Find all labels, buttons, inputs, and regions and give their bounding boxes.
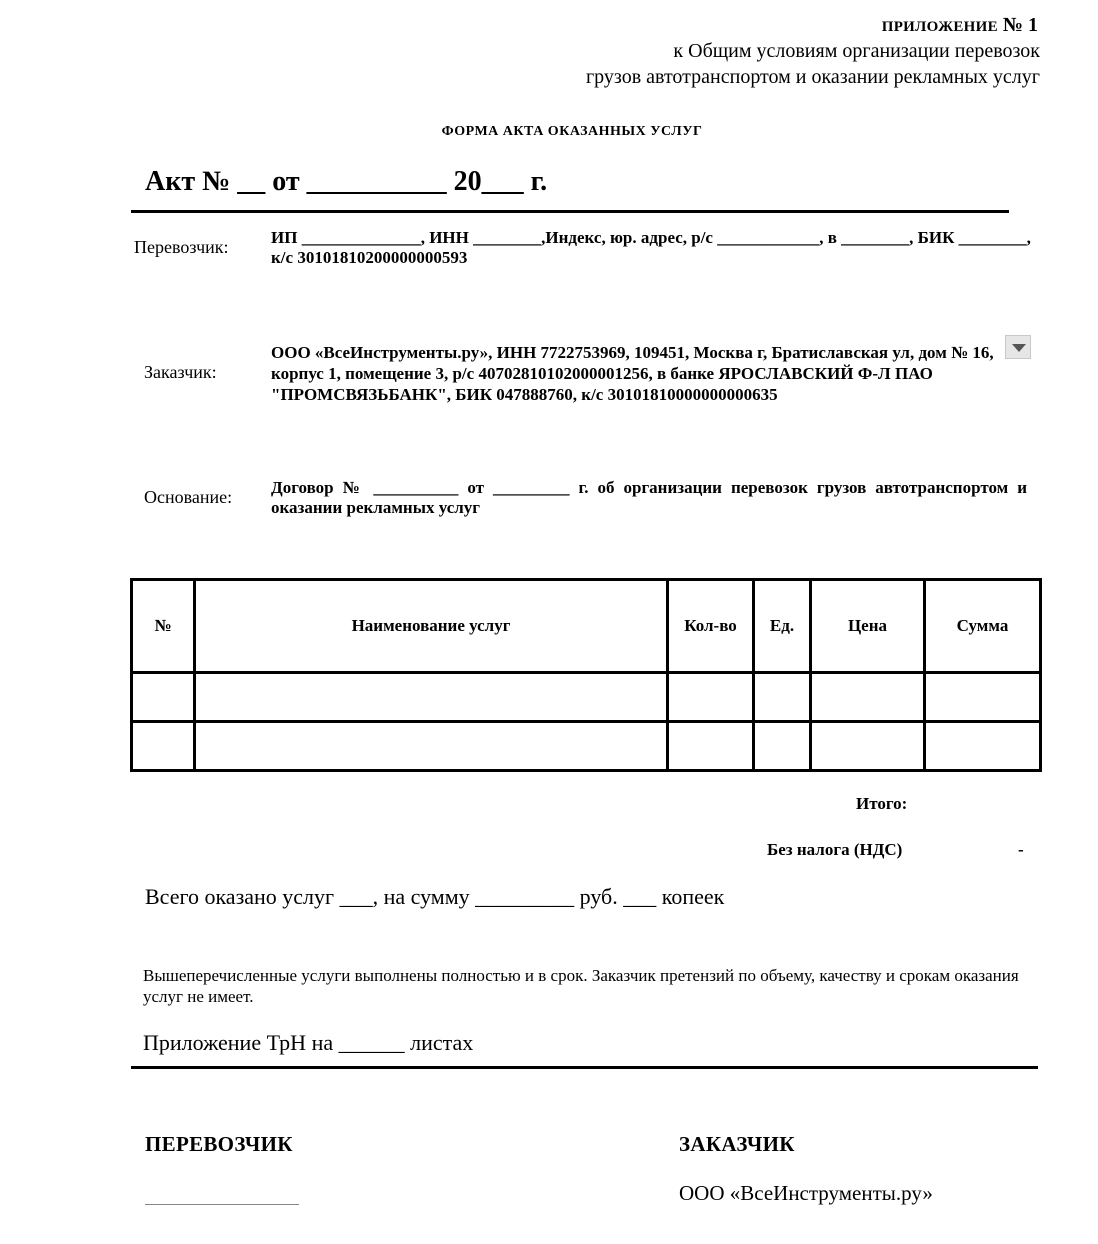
table-cell[interactable] bbox=[754, 673, 811, 722]
table-row bbox=[132, 673, 1041, 722]
services-table bbox=[130, 578, 1042, 772]
appendix-sheets-line[interactable]: Приложение ТрН на ______ листах bbox=[143, 1030, 474, 1055]
carrier-signature-line[interactable] bbox=[145, 1204, 299, 1205]
table-header-row bbox=[132, 580, 1041, 673]
vat-label: Без налога (НДС) bbox=[767, 840, 903, 859]
title-divider bbox=[131, 210, 1009, 213]
appendix-heading bbox=[882, 14, 1038, 37]
col-header-sum: Сумма bbox=[925, 580, 1041, 673]
carrier-label: Перевозчик: bbox=[134, 237, 229, 257]
table-cell[interactable] bbox=[668, 673, 754, 722]
chevron-down-icon bbox=[1012, 344, 1026, 352]
total-services-line[interactable]: Всего оказано услуг ___, на сумму _________ руб. ___ копеек bbox=[145, 884, 725, 909]
appendix-subtitle-line1: к Общим условиям организации перевозок bbox=[673, 40, 1040, 62]
basis-details[interactable]: Договор № __________ от _________ г. об организации перевозок грузов автотранспортом и оказании рекламных услуг bbox=[271, 478, 1027, 517]
customer-signature-title: ЗАКАЗЧИК bbox=[679, 1132, 795, 1156]
col-header-service-name: Наименование услуг bbox=[195, 580, 668, 673]
total-label: Итого: bbox=[856, 794, 908, 813]
table-cell[interactable] bbox=[132, 722, 195, 771]
table-row bbox=[132, 722, 1041, 771]
appendix-word: ПРИЛОЖЕНИЕ bbox=[881, 19, 998, 35]
table-cell[interactable] bbox=[811, 673, 925, 722]
carrier-details[interactable]: ИП ______________, ИНН ________,Индекс, юр. адрес, р/с ____________, в ________, БИК ________, к/с 30101810200000000593 bbox=[271, 228, 1031, 267]
col-header-price: Цена bbox=[811, 580, 925, 673]
customer-label: Заказчик: bbox=[144, 362, 217, 382]
basis-label: Основание: bbox=[144, 487, 233, 507]
appendix-subtitle-line2: грузов автотранспортом и оказании рекламных услуг bbox=[585, 66, 1040, 88]
form-title: ФОРМА АКТА ОКАЗАННЫХ УСЛУГ bbox=[441, 124, 703, 139]
table-cell[interactable] bbox=[132, 673, 195, 722]
bottom-divider bbox=[131, 1066, 1038, 1069]
table-cell[interactable] bbox=[925, 722, 1041, 771]
table-cell[interactable] bbox=[195, 722, 668, 771]
customer-signature-name: ООО «ВсеИнструменты.ру» bbox=[679, 1181, 933, 1205]
col-header-quantity: Кол-во bbox=[668, 580, 754, 673]
vat-value: - bbox=[1018, 840, 1024, 859]
customer-dropdown-button[interactable] bbox=[1005, 335, 1031, 359]
table-cell[interactable] bbox=[754, 722, 811, 771]
table-cell[interactable] bbox=[668, 722, 754, 771]
act-title: Акт № __ от __________ 20___ г. bbox=[145, 166, 548, 197]
table-cell[interactable] bbox=[925, 673, 1041, 722]
col-header-number: № bbox=[132, 580, 195, 673]
col-header-unit: Ед. bbox=[754, 580, 811, 673]
completion-statement: Вышеперечисленные услуги выполнены полностью и в срок. Заказчик претензий по объему, качеству и срокам оказания услуг не имеет. bbox=[143, 966, 1019, 1006]
appendix-number: № 1 bbox=[1002, 14, 1038, 36]
carrier-signature-title: ПЕРЕВОЗЧИК bbox=[145, 1132, 293, 1156]
customer-details[interactable]: ООО «ВсеИнструменты.ру», ИНН 7722753969, 109451, Москва г, Братиславская ул, дом № 16, корпус 1, помещение 3, р/с 40702810102000001256, в банке ЯРОСЛАВСКИЙ Ф-Л ПАО "ПРОМСВЯЗЬБАНК", БИК 047888760, к/с 30101810000000000635 bbox=[271, 343, 994, 404]
table-cell[interactable] bbox=[195, 673, 668, 722]
table-cell[interactable] bbox=[811, 722, 925, 771]
